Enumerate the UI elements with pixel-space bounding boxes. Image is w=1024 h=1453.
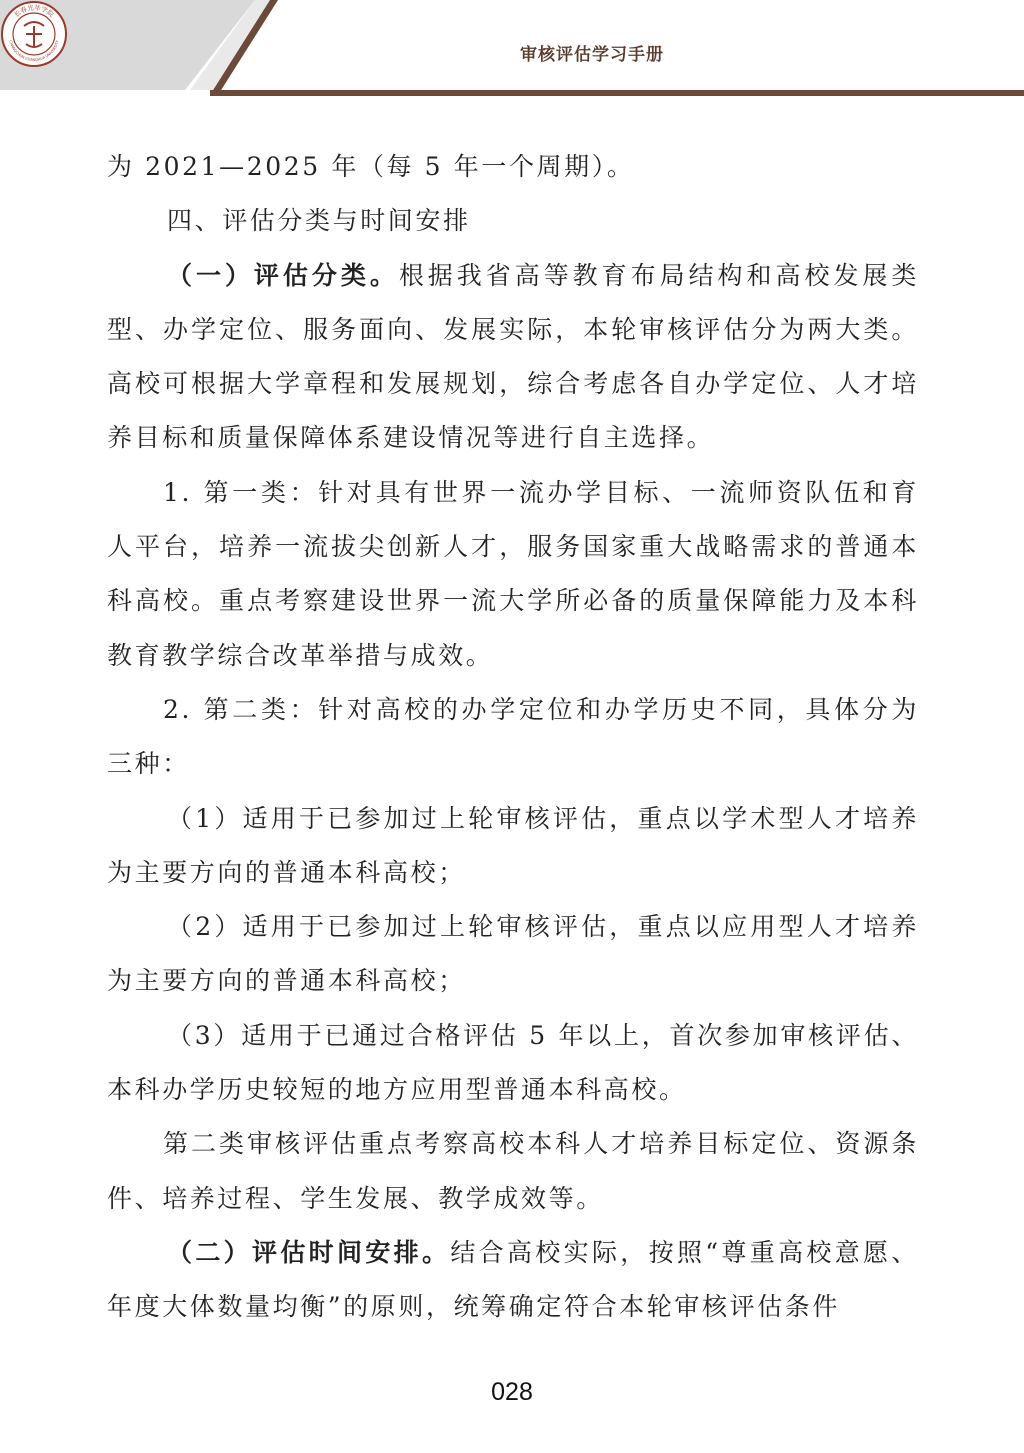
university-logo-icon xyxy=(0,0,68,68)
logo-text: 长春光华学院 xyxy=(12,3,56,19)
paragraph-classification xyxy=(107,249,919,466)
header-title: 审核评估学习手册 xyxy=(520,45,664,65)
paragraph-text: 结合高校实际，按照“尊重高校意愿、年度大体数量均衡”的原则，统筹确定符合本轮审核评估条件 xyxy=(107,1237,919,1322)
page-number: 028 xyxy=(491,1378,533,1406)
page-header xyxy=(0,0,1024,100)
paragraph-schedule xyxy=(107,1226,919,1335)
subsection-label: （二）评估时间安排。 xyxy=(167,1237,451,1267)
sub-item-2: （2）适用于已参加过上轮审核评估，重点以应用型人才培养为主要方向的普通本科高校； xyxy=(107,912,919,996)
sub-item-1: （1）适用于已参加过上轮审核评估，重点以学术型人才培养为主要方向的普通本科高校； xyxy=(107,803,919,887)
paragraph-period: 为 2021—2025 年（每 5 年一个周期）。 xyxy=(107,152,635,181)
section-heading: 四、评估分类与时间安排 xyxy=(167,206,471,236)
header-band xyxy=(0,0,1024,100)
list-item-category-2: 2. 第二类：针对高校的办学定位和办学历史不同，具体分为三种： xyxy=(107,694,919,779)
list-item-category-1: 1. 第一类：针对具有世界一流办学目标、一流师资队伍和育人平台，培养一流拔尖创新人才，服务国家重大战略需求的普通本科高校。重点考察建设世界一流大学所必备的质量保障能力及本科教育教学综合改革举措与成效。 xyxy=(107,477,919,670)
paragraph-text: 根据我省高等教育布局结构和高校发展类型、办学定位、服务面向、发展实际，本轮审核评估分为两大类。高校可根据大学章程和发展规划，综合考虑各自办学定位、人才培养目标和质量保障体系建设情况等进行自主选择。 xyxy=(107,260,919,453)
logo-subtext: CHANGCHUN GUANGHUA UNIVERSITY xyxy=(8,39,60,63)
sub-item-3: （3）适用于已通过合格评估 5 年以上，首次参加审核评估、本科办学历史较短的地方应用型普通本科高校。 xyxy=(107,1020,919,1105)
subsection-label: （一）评估分类。 xyxy=(167,260,399,290)
page-body xyxy=(107,140,919,1335)
paragraph-summary: 第二类审核评估重点考察高校本科人才培养目标定位、资源条件、培养过程、学生发展、教学成效等。 xyxy=(107,1129,919,1213)
